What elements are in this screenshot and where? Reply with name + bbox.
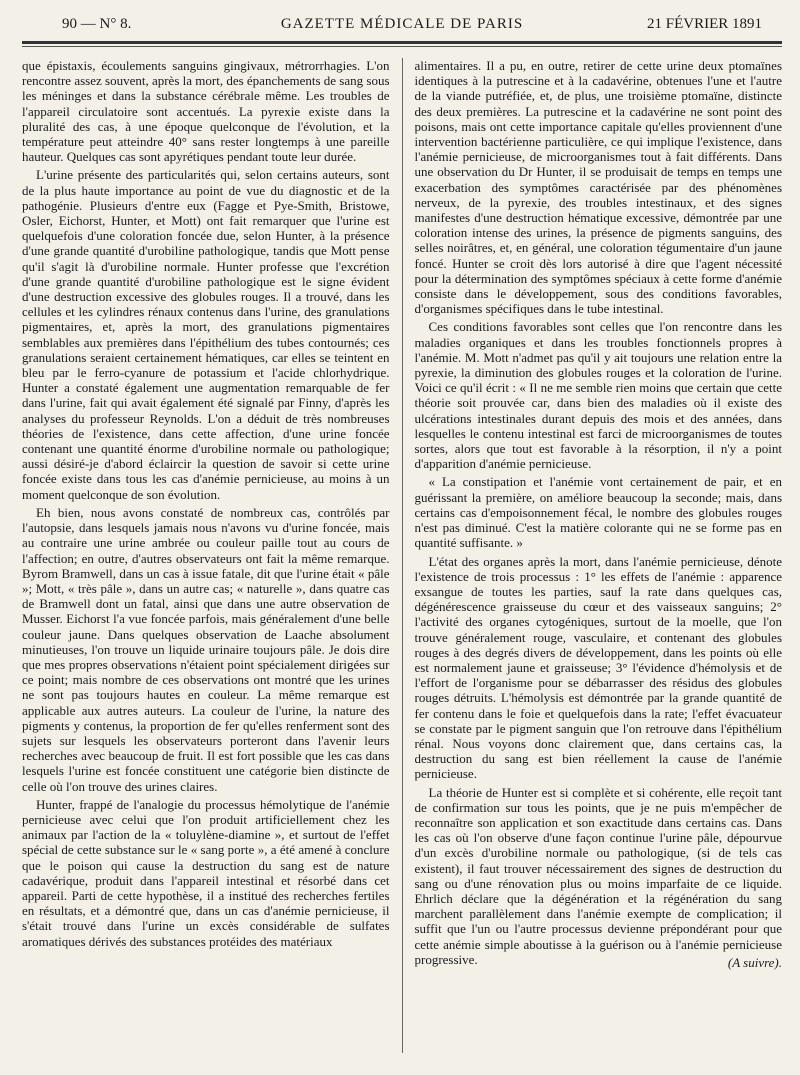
paragraph: alimentaires. Il a pu, en outre, retirer de cette urine deux ptomaïnes identiques à la putrescine et à la cadavérine, obtenues l'une et l'autre de la viande putréfiée, et, de plus, une troisième ptomaïne, distincte des deux premières. La putrescine et la cadavérine ne sont point des poisons, mais ont cette importance capitale qu'elles proviennent d'une intervention bactérienne particulière, ce qui implique l'existence, dans l'anémie pernicieuse, de microorganismes tout à fait différents. Dans une observation du Dr Hunter, il se produisait de temps en temps une exacerbation des symptômes caractérisée par des phénomènes nerveux, de la pyrexie, des troubles intestinaux, et des signes manifestes d'une destruction hématique excessive, démontrée par une coloration intense des urines, la présence de pigments sanguins, des selles noirâtres, et, en général, une coloration tégumentaire d'un jaune foncé. Hunter se croit dès lors autorisé à dire que l'agent nécessité pour la détermination des symptômes spéciaux à cette forme d'anémie consiste dans le développement, sous des conditions favorables, d'organismes spécifiques dans le tube intestinal.: [414, 58, 783, 317]
paragraph: Hunter, frappé de l'analogie du processus hémolytique de l'anémie pernicieuse avec celui que l'on produit artificiellement chez les animaux par l'action de la « toluylène-diamine », et surtout de l'effet spécial de cette substance sur le « sang porte », a été amené à conclure que le poison qui cause la destruction du sang est de nature cadavérique, produit dans l'appareil intestinal et résorbé dans cet appareil. Parti de cette hypothèse, il a institué des recherches fertiles en résultats, et a démontré que, dans un cas d'anémie pernicieuse, il s'était trouvé dans l'urine un excès considérable de sulfates aromatiques dérivés des substances protéides des matériaux: [22, 796, 390, 949]
page-header: [22, 0, 782, 40]
right-column: [415, 58, 783, 1053]
paragraph: L'état des organes après la mort, dans l'anémie pernicieuse, dénote l'existence de trois processus : 1° les effets de l'anémie : apparence exsangue de toutes les parties, sauf la rate dans quelques cas, dégénérescence graisseuse du cœur et des vaisseaux sanguins; 2° l'activité des organes cytogéniques, surtout de la moelle, que l'on trouve généralement rouge, vasculaire, et contenant des globules rouges à des degrés divers de développement, dans les points où elle est normalement jaune et graisseuse; 3° l'évidence d'hémolysis et de l'effort de l'organisme pour se débarrasser des résidus des globules rouges détruits. L'hémolysis est démontrée par la grande quantité de fer contenu dans le foie et quelquefois dans la rate; l'effet évacuateur se constate par le pigment sanguin que l'on retrouve dans l'épithélium rénal. Nous voyons donc clairement que, dans certains cas, la destruction du sang est bien réellement la cause de l'anémie pernicieuse.: [414, 553, 783, 782]
header-rule: [22, 41, 782, 44]
left-column: [22, 58, 390, 1053]
page-number: 90 — N° 8.: [62, 16, 132, 32]
to-be-continued: (A suivre).: [727, 954, 783, 970]
issue-date: 21 FÉVRIER 1891: [646, 16, 762, 32]
column-divider: [402, 58, 403, 1053]
article-body: [22, 58, 782, 1053]
paragraph: que épistaxis, écoulements sanguins gingivaux, métrorrhagies. L'on rencontre assez souvent, après la mort, des épanchements de sang sous les méninges et dans la substance cérébrale même. Les troubles de l'appareil circulatoire sont accentués. La pyrexie existe dans la pluralité des cas, à une époque quelconque de l'évolution, et la température peut atteindre 40° sans rester longtemps à une pareille hauteur. Quelques cas sont apyrétiques pendant toute leur durée.: [22, 58, 390, 165]
paragraph: L'urine présente des particularités qui, selon certains auteurs, sont de la plus haute importance au point de vue du diagnostic et de la pathogénie. Plusieurs d'entre eux (Fagge et Pye-Smith, Bristowe, Osler, Eichorst, Hunter, et Mott) ont fait remarquer que l'urine est quelquefois d'une coloration foncée due, selon Hunter, à la présence d'une grande quantité d'urobiline pathologique, tandis que Mott pense qu'il s'agit là d'urobiline normale. Hunter professe que l'excrétion d'une grande quantité d'urobiline pathologique est le signe évident d'une destruction excessive des globules rouges. Il a trouvé, dans les cellules et les cylindres rénaux contenus dans l'urine, des granulations pigmentaires, et, après la mort, des granulations pigmentaires semblables aux premières dans l'épithélium des tubes contournés; ces granulations seraient certainement hématiques, car elles se teintent en bleu par le ferro-cyanure de potassium et l'acide chlorhydrique. Hunter a constaté également une augmentation remarquable de fer dans l'urine, fait qui avait également été signalé par Finny, d'après les analyses du professeur Reynolds. L'on a déduit de très nombreuses théories de l'existence, dans cette affection, d'une urine foncée contenant une quantité énorme d'urobiline normale ou pathologique; aussi désiré-je d'abord éclaircir la question de savoir si cette urine foncée existe dans tous les cas d'anémie pernicieuse, au moins à un moment quelconque de son évolution.: [22, 167, 390, 502]
journal-title: GAZETTE MÉDICALE DE PARIS: [280, 16, 524, 32]
header-rule-thin: [22, 46, 782, 47]
paragraph: Eh bien, nous avons constaté de nombreux cas, contrôlés par l'autopsie, dans lesquels jamais nous n'avons vu d'urine foncée, mais au contraire une urine ambrée ou couleur paille tout au cours de l'affection; en outre, d'autres observateurs ont fait la même remarque. Byrom Bramwell, dans un cas à issue fatale, dit que l'urine était « pâle »; Mott, « très pâle », dans un autre cas; « naturelle », dans quatre cas de Bramwell dont un fatal, ainsi que dans une autre observation de Musser. Eichorst l'a vue foncée parfois, mais généralement d'une belle couleur jaune. Dans quelques observation de Laache absolument minutieuses, l'on trouve un liquide urinaire toujours pâle. Je dois dire que mes propres observations n'étaient point spécialement dirigées sur ce point; mais nombre de ces observations ont montré que les urines ne sont pas toujours hautes en couleur. La même remarque est applicable aux autres auteurs. La couleur de l'urine, la nature des pigments y contenus, la proportion de fer qu'elles renferment sont des sujets sur lesquels les observateurs porteront dans l'avenir leurs recherches avec beaucoup de fruit. Il est fort possible que les cas dans lesquels l'urine est foncée constituent une catégorie bien distincte de celle où l'on trouve des urines claires.: [22, 504, 390, 794]
paragraph: « La constipation et l'anémie vont certainement de pair, et en guérissant la première, on améliore beaucoup la seconde; mais, dans certains cas d'empoisonnement fécal, le nombre des globules rouges n'est pas diminué. C'est la matière colorante qui ne se forme pas en quantité suffisante. »: [414, 474, 783, 551]
paragraph: La théorie de Hunter est si complète et si cohérente, elle reçoit tant de confirmation sur tous les points, que je ne puis m'empêcher de reconnaître son application et son exactitude dans certains cas. Dans les cas où l'on observe d'une façon continue l'urine pâle, dépourvue d'un excès d'urobiline normale ou pathologique, (si de tels cas existent), il faut trouver nécessairement des signes de destruction du sang ou d'une rénovation plus ou moins imparfaite de ce liquide. Ehrlich déclare que la dégénération et la régénération du sang marchent parallèlement dans l'anémie exempte de complication; il suffit que l'un ou l'autre processus devienne prépondérant pour que cette anémie simple aboutisse à la guérison ou à l'anémie pernicieuse progressive.: [414, 784, 783, 967]
paragraph: Ces conditions favorables sont celles que l'on rencontre dans les maladies organiques et dans les troubles fonctionnels propres à l'anémie. M. Mott n'admet pas qu'il y ait toujours une relation entre la pyrexie, la diminution des globules rouges et la coloration de l'urine. Voici ce qu'il écrit : « Il ne me semble rien moins que certain que cette théorie soit prouvée car, dans bien des maladies où il existe des ulcérations intestinales durant depuis des mois et des années, dans lesquelles le contenu intestinal est farci de microorganismes de toutes sortes, alors que tout est favorable à la résorption, il n'y a point d'apparition d'anémie pernicieuse.: [414, 319, 783, 472]
